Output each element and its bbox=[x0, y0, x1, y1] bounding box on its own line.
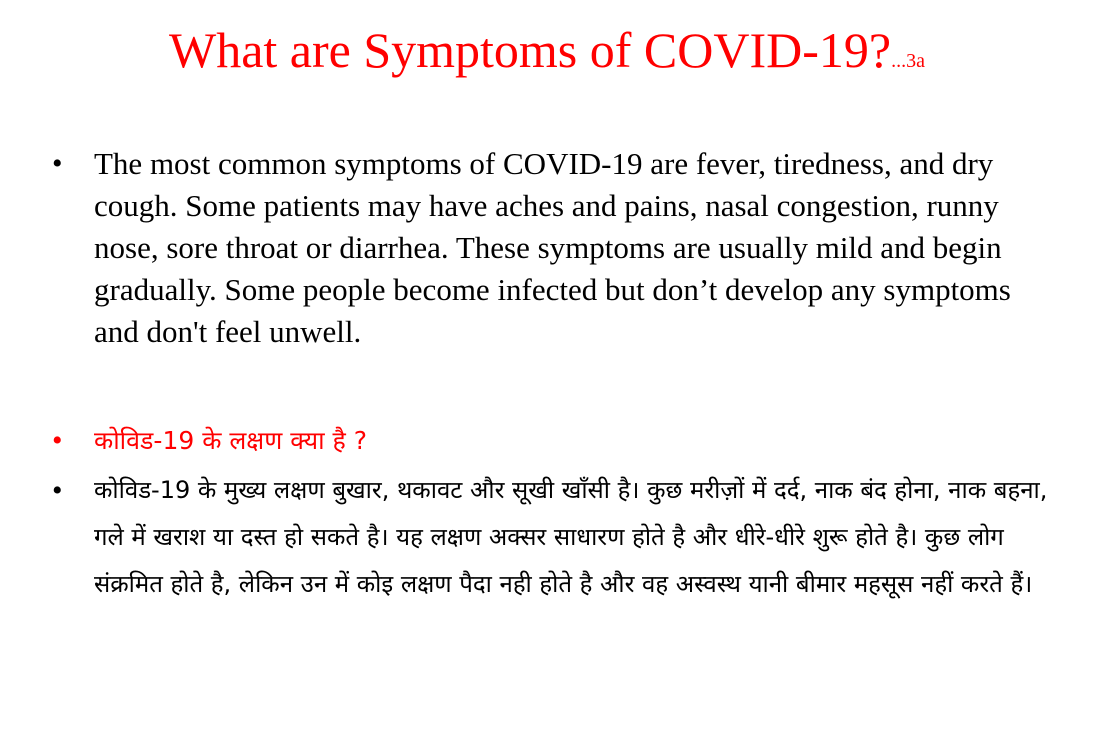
title-text: What are Symptoms of COVID-19? bbox=[169, 22, 892, 78]
bullet-marker: • bbox=[52, 424, 63, 457]
bullet-item-hindi-heading bbox=[52, 419, 1062, 463]
page-title bbox=[0, 18, 1094, 93]
bullet-list bbox=[52, 143, 1062, 608]
bullet-marker: • bbox=[52, 474, 63, 507]
bullet-text: The most common symptoms of COVID-19 are fever, tiredness, and dry cough. Some patients may have aches and pains, nasal congestion, runny nose, sore throat or diarrhea. These symptoms are usually mild and begin gradually. Some people become infected but don’t develop any symptoms and don't feel unwell. bbox=[94, 146, 1011, 349]
bullet-item-english-symptoms bbox=[52, 143, 1062, 353]
bullet-text: कोविड-19 के मुख्य लक्षण बुखार, थकावट और सूखी खाँसी है। कुछ मरीज़ों में दर्द, नाक बंद होना, नाक बहना, गले में खराश या दस्त हो सकते है। यह लक्षण अक्सर साधारण होते है और धीरे-धीरे शुरू होते है। कुछ लोग संक्रमित होते है, लेकिन उन में कोइ लक्षण पैदा नही होते है और वह अस्वस्थ यानी बीमार महसूस नहीं करते हैं। bbox=[94, 476, 1048, 598]
bullet-item-hindi-symptoms bbox=[52, 467, 1062, 608]
title-reference-marker: ...3a bbox=[891, 50, 925, 72]
bullet-text: कोविड-19 के लक्षण क्या है ? bbox=[94, 426, 368, 455]
bullet-marker: • bbox=[52, 147, 63, 180]
